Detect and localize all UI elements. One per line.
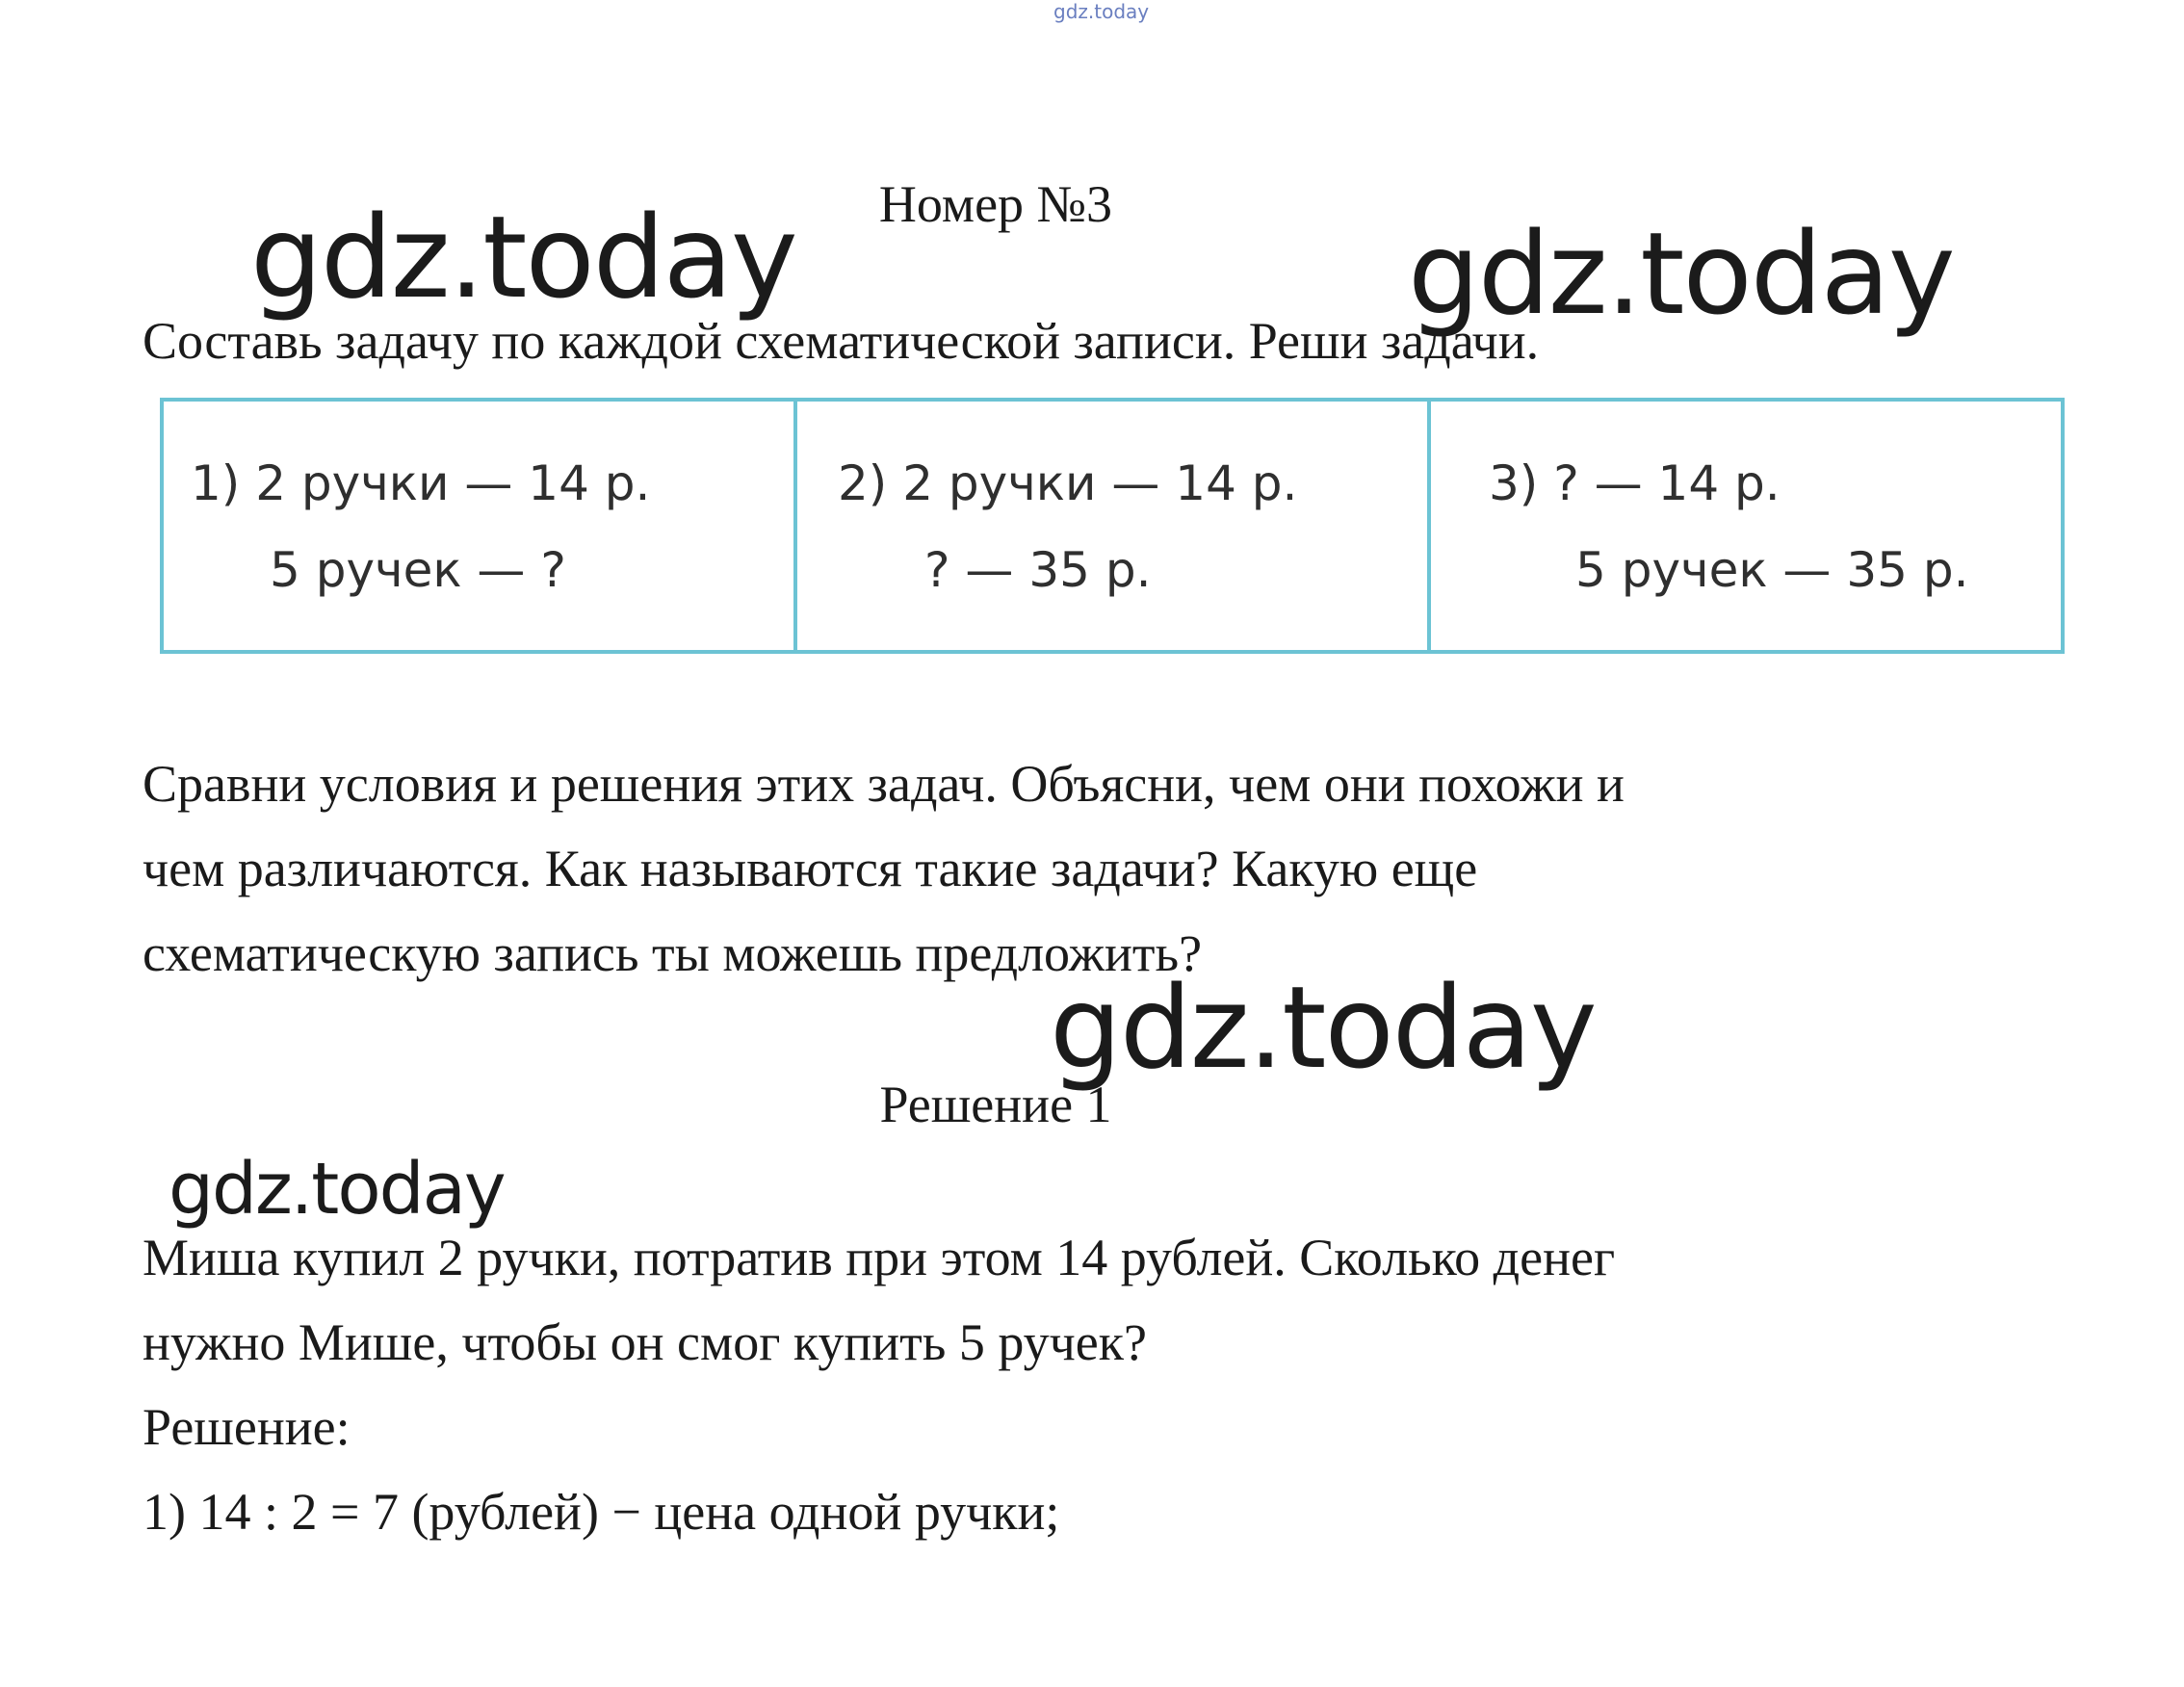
scheme-cell-1	[164, 402, 793, 650]
text-line: Сравни условия и решения этих задач. Объясни, чем они похожи и	[143, 755, 1625, 813]
solution-step-1: 1) 14 : 2 = 7 (рублей) − цена одной ручки;	[143, 1483, 1060, 1541]
compare-paragraph	[143, 741, 1625, 996]
watermark: gdz.today	[250, 191, 796, 324]
text-line: Миша купил 2 ручки, потратив при этом 14 рублей. Сколько денег	[143, 1229, 1616, 1286]
solution-paragraph	[143, 1215, 1615, 1554]
task-instruction: Составь задачу по каждой схематической записи. Реши задачи.	[143, 312, 1540, 370]
task-title: Номер №3	[878, 175, 1113, 233]
watermark-top: gdz.today	[1053, 0, 1150, 23]
scheme-cell-3	[1427, 402, 2061, 650]
scheme-line: 1) 2 ручки — 14 р.	[191, 455, 651, 511]
text-line: чем различаются. Как называются такие задачи? Какую еще	[143, 840, 1478, 897]
watermark: gdz.today	[169, 1148, 505, 1231]
solution-label: Решение:	[143, 1398, 351, 1456]
text-line: нужно Мише, чтобы он смог купить 5 ручек?	[143, 1313, 1147, 1371]
scheme-line: ? — 35 р.	[924, 542, 1152, 598]
scheme-line: 2) 2 ручки — 14 р.	[838, 455, 1298, 511]
watermark: gdz.today	[1408, 207, 1954, 340]
text-line: схематическую запись ты можешь предложить?	[143, 924, 1203, 982]
scheme-line: 5 ручек — ?	[270, 542, 566, 598]
solution-title: Решение 1	[879, 1076, 1112, 1133]
scheme-line: 3) ? — 14 р.	[1489, 455, 1781, 511]
scheme-line: 5 ручек — 35 р.	[1575, 542, 1969, 598]
scheme-table	[160, 398, 2065, 654]
scheme-cell-2	[793, 402, 1427, 650]
watermark: gdz.today	[1050, 961, 1596, 1094]
